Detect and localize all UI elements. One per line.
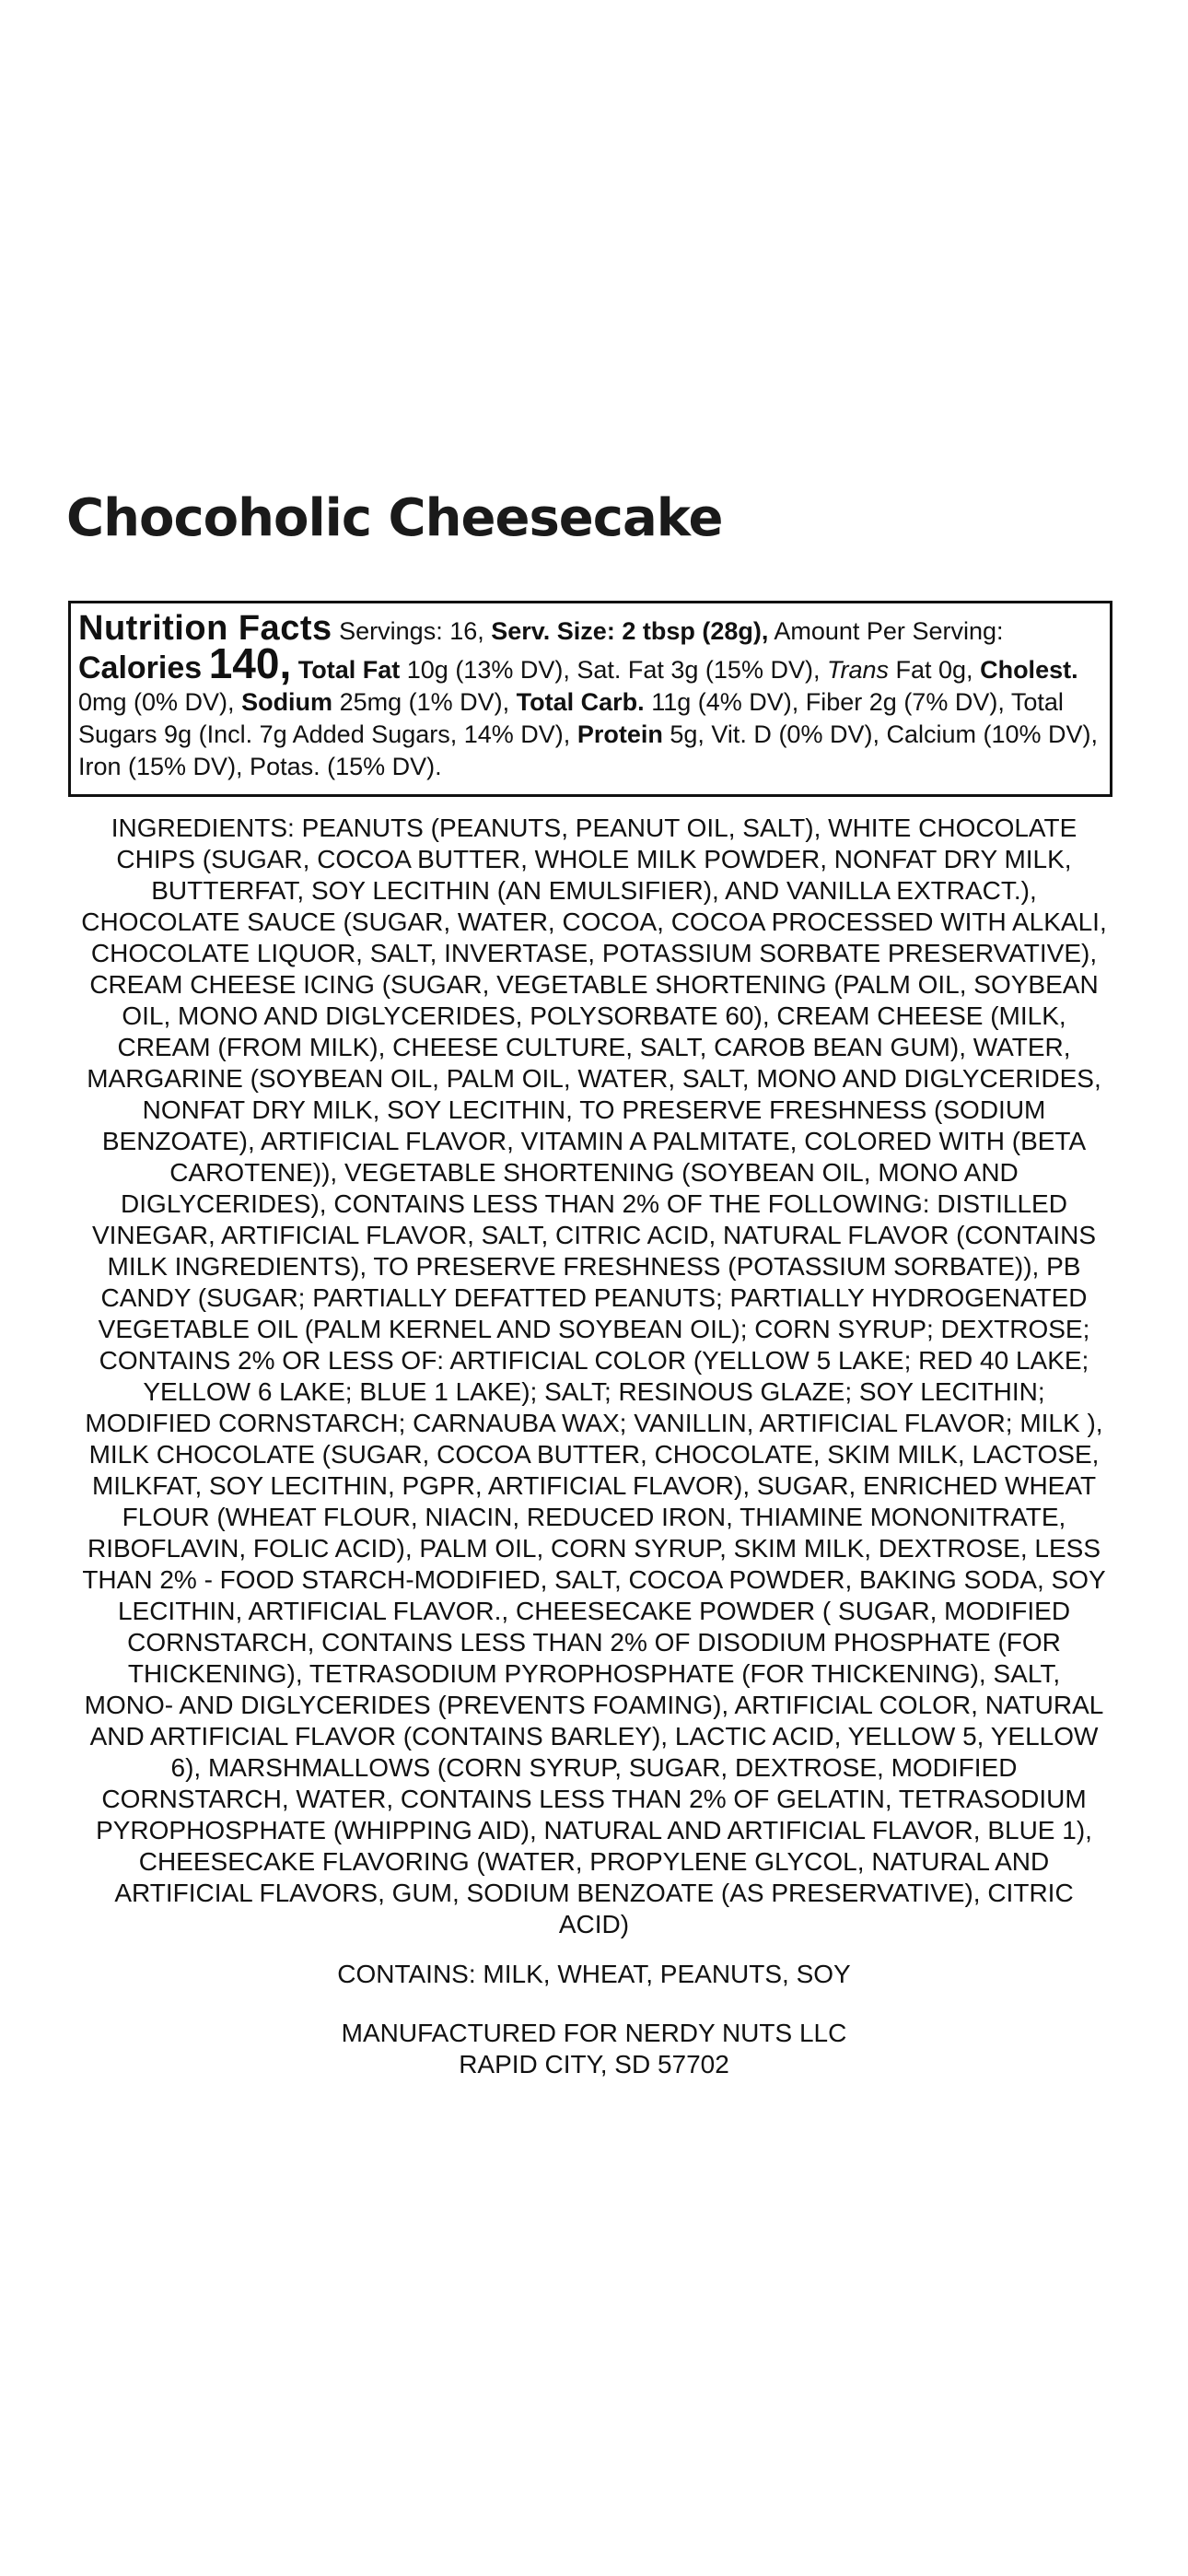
ingredients-line: ARTIFICIAL FLAVORS, GUM, SODIUM BENZOATE (AS PRESERVATIVE), CITRIC (114, 1879, 1074, 1907)
allergen-statement: CONTAINS: MILK, WHEAT, PEANUTS, SOY (337, 1960, 851, 1988)
ingredients-line: DIGLYCERIDES), CONTAINS LESS THAN 2% OF THE FOLLOWING: DISTILLED (121, 1189, 1067, 1218)
ingredients-line: PYROPHOSPHATE (WHIPPING AID), NATURAL AND ARTIFICIAL FLAVOR, BLUE 1), (96, 1816, 1092, 1844)
ingredients-line: BENZOATE), ARTIFICIAL FLAVOR, VITAMIN A PALMITATE, COLORED WITH (BETA (101, 1127, 1087, 1155)
amount-per-text: Amount Per (774, 617, 905, 645)
serving-text: Serving: (912, 617, 1004, 645)
total-carb-value: 11g (4% DV), (651, 688, 799, 716)
ingredients-line: OIL, MONO AND DIGLYCERIDES, POLYSORBATE 60), CREAM CHEESE (MILK, (122, 1001, 1066, 1030)
total-fat-label: Total Fat (297, 656, 401, 684)
ingredients-line: INGREDIENTS: PEANUTS (PEANUTS, PEANUT OIL, SALT), WHITE CHOCOLATE (111, 814, 1077, 842)
ingredients-line: FLOUR (WHEAT FLOUR, NIACIN, REDUCED IRON, THIAMINE MONONITRATE, (122, 1503, 1066, 1531)
ingredients-line: CAROTENE)), VEGETABLE SHORTENING (SOYBEAN OIL, MONO AND (169, 1158, 1019, 1187)
cholesterol-value: 0mg (0% DV), (78, 688, 235, 716)
protein-value: 5g, Vit. D (670, 720, 772, 748)
trans-value: Fat 0g, (895, 656, 973, 684)
ingredients-line: VEGETABLE OIL (PALM KERNEL AND SOYBEAN OIL); CORN SYRUP; DEXTROSE; (98, 1315, 1090, 1343)
ingredients-line: THICKENING), TETRASODIUM PYROPHOSPHATE (FOR THICKENING), SALT, (127, 1659, 1061, 1688)
sodium-value: 25mg (1% DV), (339, 688, 510, 716)
minerals-text: (0% DV), Calcium (10% DV), Iron (15% DV), Potas. (15% DV). (78, 720, 1099, 780)
ingredients-line: CREAM (FROM MILK), CHEESE CULTURE, SALT, CAROB BEAN GUM), WATER, (117, 1033, 1071, 1061)
ingredients-line: CHIPS (SUGAR, COCOA BUTTER, WHOLE MILK POWDER, NONFAT DRY MILK, (116, 845, 1072, 873)
servings-text: Servings: 16, (339, 617, 484, 645)
ingredients-line: MILKFAT, SOY LECITHIN, PGPR, ARTIFICIAL FLAVOR), SUGAR, ENRICHED WHEAT (91, 1471, 1097, 1500)
ingredients-line: MODIFIED CORNSTARCH; CARNAUBA WAX; VANILLIN, ARTIFICIAL FLAVOR; MILK ), (85, 1409, 1103, 1437)
ingredients-line: AND ARTIFICIAL FLAVOR (CONTAINS BARLEY), LACTIC ACID, YELLOW 5, YELLOW (89, 1722, 1099, 1751)
ingredients-line: CORNSTARCH, CONTAINS LESS THAN 2% OF DISODIUM PHOSPHATE (FOR (127, 1628, 1061, 1657)
nutrition-facts-box (68, 601, 1112, 797)
ingredients-line: THAN 2% - FOOD STARCH-MODIFIED, SALT, COCOA POWDER, BAKING SODA, SOY (82, 1565, 1106, 1594)
ingredients-line: BUTTERFAT, SOY LECITHIN (AN EMULSIFIER), AND VANILLA EXTRACT.), (151, 876, 1037, 905)
total-fat-value: 10g (13% DV), Sat. Fat 3g (15% DV), (406, 656, 821, 684)
ingredients-line: MILK INGREDIENTS), TO PRESERVE FRESHNESS (POTASSIUM SORBATE)), PB (107, 1252, 1081, 1281)
ingredients-line: 6), MARSHMALLOWS (CORN SYRUP, SUGAR, DEXTROSE, MODIFIED (170, 1753, 1018, 1782)
ingredients-line: YELLOW 6 LAKE; BLUE 1 LAKE); SALT; RESINOUS GLAZE; SOY LECITHIN; (143, 1377, 1045, 1406)
ingredients-line: MARGARINE (SOYBEAN OIL, PALM OIL, WATER, SALT, MONO AND DIGLYCERIDES, (87, 1064, 1101, 1093)
trans-label: Trans (826, 656, 889, 684)
ingredients-line: CHEESECAKE FLAVORING (WATER, PROPYLENE GLYCOL, NATURAL AND (138, 1847, 1050, 1876)
manufacturer-name: MANUFACTURED FOR NERDY NUTS LLC (341, 2019, 847, 2047)
ingredients-line: CHOCOLATE SAUCE (SUGAR, WATER, COCOA, COCOA PROCESSED WITH ALKALI, (81, 907, 1107, 936)
ingredients-line: MILK CHOCOLATE (SUGAR, COCOA BUTTER, CHOCOLATE, SKIM MILK, LACTOSE, (88, 1440, 1100, 1469)
nutrition-facts-heading: Nutrition Facts (78, 609, 332, 648)
ingredients-line: VINEGAR, ARTIFICIAL FLAVOR, SALT, CITRIC ACID, NATURAL FLAVOR (CONTAINS (91, 1221, 1097, 1249)
sodium-label: Sodium (241, 688, 333, 716)
product-title: Chocoholic Cheesecake (66, 488, 723, 548)
manufacturer-info (55, 2018, 1133, 2080)
ingredients-line: CREAM CHEESE ICING (SUGAR, VEGETABLE SHORTENING (PALM OIL, SOYBEAN (89, 970, 1099, 999)
ingredients-line: CONTAINS 2% OR LESS OF: ARTIFICIAL COLOR (YELLOW 5 LAKE; RED 40 LAKE; (99, 1346, 1089, 1375)
ingredients-line: ACID) (558, 1910, 630, 1938)
ingredients-line: RIBOFLAVIN, FOLIC ACID), PALM OIL, CORN SYRUP, SKIM MILK, DEXTROSE, LESS (87, 1534, 1101, 1563)
serving-size-text: Serv. Size: 2 tbsp (28g), (491, 617, 769, 645)
ingredients-line: MONO- AND DIGLYCERIDES (PREVENTS FOAMING), ARTIFICIAL COLOR, NATURAL (84, 1691, 1104, 1719)
calories-label: Calories (78, 650, 203, 685)
calories-value: 140, (208, 639, 292, 687)
ingredients-line: CANDY (SUGAR; PARTIALLY DEFATTED PEANUTS; PARTIALLY HYDROGENATED (100, 1283, 1088, 1312)
ingredients-text (55, 813, 1133, 1940)
ingredients-line: NONFAT DRY MILK, SOY LECITHIN, TO PRESERVE FRESHNESS (SODIUM (142, 1095, 1046, 1124)
ingredients-line: CHOCOLATE LIQUOR, SALT, INVERTASE, POTASSIUM SORBATE PRESERVATIVE), (90, 939, 1098, 967)
cholesterol-label: Cholest. (980, 656, 1078, 684)
fiber-sugars-text: Fiber 2g (7% DV), Total Sugars 9g (Incl. 7g Added Sugars, 14% DV), (78, 688, 1064, 748)
manufacturer-address: RAPID CITY, SD 57702 (459, 2050, 729, 2078)
ingredients-line: LECITHIN, ARTIFICIAL FLAVOR., CHEESECAKE POWDER ( SUGAR, MODIFIED (117, 1597, 1071, 1625)
ingredients-line: CORNSTARCH, WATER, CONTAINS LESS THAN 2% OF GELATIN, TETRASODIUM (101, 1785, 1087, 1813)
protein-label: Protein (577, 720, 663, 748)
total-carb-label: Total Carb. (516, 688, 645, 716)
